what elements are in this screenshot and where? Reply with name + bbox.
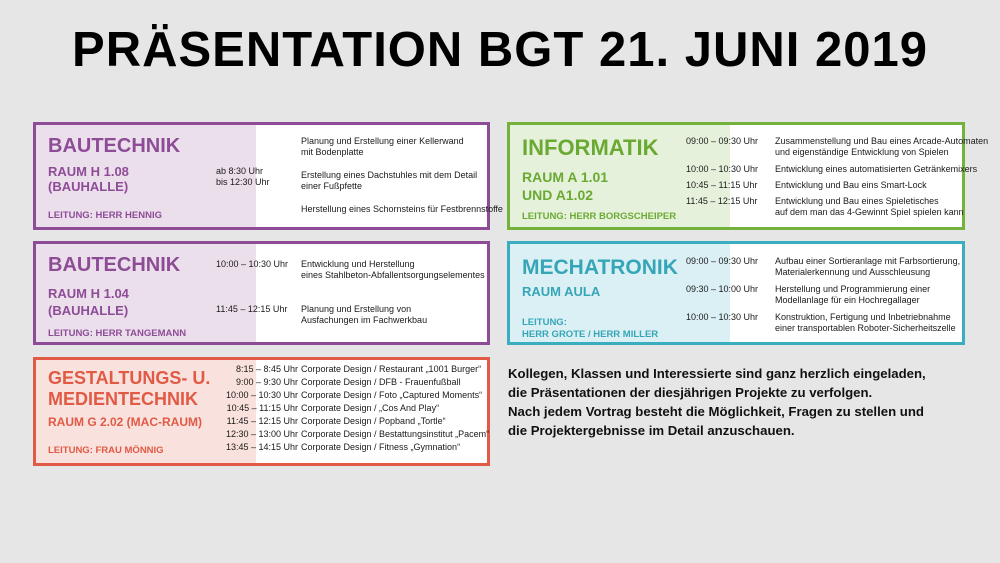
project-line: und eigenständige Entwicklung von Spielen bbox=[775, 147, 949, 157]
time-label: 09:30 – 10:00 Uhr bbox=[686, 284, 759, 294]
project-line: Entwicklung eines automatisierten Getränkemixers bbox=[775, 164, 978, 174]
project-line: Herstellung und Programmierung einer bbox=[775, 284, 931, 294]
project-line: Corporate Design / Popband „Tortle“ bbox=[301, 416, 446, 426]
project-line: Herstellung eines Schornsteins für Festbrennstoffe bbox=[301, 204, 503, 214]
section-heading: MECHATRONIK bbox=[522, 256, 678, 279]
time-label: bis 12:30 Uhr bbox=[216, 177, 270, 187]
section-heading: BAUTECHNIK bbox=[48, 254, 181, 276]
leader-names: HERR GROTE / HERR MILLER bbox=[522, 329, 659, 340]
room-label: RAUM AULA bbox=[522, 284, 601, 299]
project-line: Erstellung eines Dachstuhles mit dem Detail bbox=[301, 170, 478, 180]
invitation-text bbox=[508, 364, 978, 440]
time-label: 10:00 – 10:30 Uhr bbox=[686, 164, 759, 174]
section-heading: INFORMATIK bbox=[522, 135, 659, 160]
room-label: RAUM G 2.02 (MAC-RAUM) bbox=[48, 415, 202, 429]
project-line: Konstruktion, Fertigung und Inbetriebnahme bbox=[775, 312, 951, 322]
section-heading-2: MEDIENTECHNIK bbox=[48, 389, 199, 409]
project-line: einer Fußpfette bbox=[301, 181, 363, 191]
time-label: 10:00 – 10:30 Uhr bbox=[216, 259, 289, 269]
time-label: 10:00 – 10:30 Uhr bbox=[225, 390, 298, 400]
project-line: auf dem man das 4-Gewinnt Spiel spielen kann bbox=[775, 207, 964, 217]
time-label: 9:00 – 9:30 Uhr bbox=[235, 377, 298, 387]
project-line: Corporate Design / Foto „Captured Moments“ bbox=[301, 390, 483, 400]
time-label: 11:45 – 12:15 Uhr bbox=[686, 196, 758, 206]
project-line: Entwicklung und Herstellung bbox=[301, 259, 415, 269]
leader-label: LEITUNG: HERR BORGSCHEIPER bbox=[522, 211, 677, 222]
time-label: 10:45 – 11:15 Uhr bbox=[226, 403, 298, 413]
section-gestaltung-medientechnik bbox=[33, 357, 490, 466]
leader-label: LEITUNG: HERR HENNIG bbox=[48, 210, 162, 221]
section-heading: BAUTECHNIK bbox=[48, 135, 181, 157]
project-line: einer transportablen Roboter-Sicherheitszelle bbox=[775, 323, 956, 333]
project-line: Ausfachungen im Fachwerkbau bbox=[301, 315, 428, 325]
room-label-2: (BAUHALLE) bbox=[48, 179, 129, 194]
project-line: Modellanlage für ein Hochregallager bbox=[775, 295, 920, 305]
leader-label: LEITUNG: HERR TANGEMANN bbox=[48, 328, 187, 339]
project-line: Corporate Design / Restaurant „1001 Burger“ bbox=[301, 364, 482, 374]
section-bautechnik-h108 bbox=[33, 122, 503, 230]
time-label: 12:30 – 13:00 Uhr bbox=[225, 429, 298, 439]
invitation-line: Kollegen, Klassen und Interessierte sind ganz herzlich eingeladen, bbox=[508, 366, 926, 381]
time-label: ab 8:30 Uhr bbox=[216, 166, 264, 176]
time-label: 13:45 – 14:15 Uhr bbox=[225, 442, 298, 452]
project-line: Planung und Erstellung von bbox=[301, 304, 412, 314]
project-line: mit Bodenplatte bbox=[301, 147, 364, 157]
project-line: eines Stahlbeton-Abfallentsorgungselementes bbox=[301, 270, 485, 280]
time-label: 10:00 – 10:30 Uhr bbox=[686, 312, 759, 322]
section-heading: GESTALTUNGS- U. bbox=[48, 368, 211, 388]
project-line: Corporate Design / Bestattungsinstitut „Pacem“ bbox=[301, 429, 490, 439]
project-line: Aufbau einer Sortieranlage mit Farbsortierung, bbox=[775, 256, 961, 266]
room-label: RAUM H 1.08 bbox=[48, 164, 129, 179]
leader-label: LEITUNG: bbox=[522, 317, 567, 328]
project-line: Planung und Erstellung einer Kellerwand bbox=[301, 136, 464, 146]
project-line: Corporate Design / „Cos And Play“ bbox=[301, 403, 440, 413]
room-label-2: (BAUHALLE) bbox=[48, 303, 129, 318]
room-label: RAUM H 1.04 bbox=[48, 286, 129, 301]
leader-label: LEITUNG: FRAU MÖNNIG bbox=[48, 445, 164, 456]
time-label: 11:45 – 12:15 Uhr bbox=[216, 304, 288, 314]
room-label: RAUM A 1.01 bbox=[522, 169, 609, 185]
section-bautechnik-h104 bbox=[33, 241, 490, 345]
room-label-2: UND A1.02 bbox=[522, 187, 594, 203]
section-mechatronik bbox=[507, 241, 965, 345]
time-label: 09:00 – 09:30 Uhr bbox=[686, 136, 759, 146]
project-line: Zusammenstellung und Bau eines Arcade-Automaten bbox=[775, 136, 989, 146]
project-line: Materialerkennung und Ausschleusung bbox=[775, 267, 931, 277]
time-label: 11:45 – 12:15 Uhr bbox=[226, 416, 298, 426]
project-line: Corporate Design / Fitness „Gymnation“ bbox=[301, 442, 461, 452]
time-label: 10:45 – 11:15 Uhr bbox=[686, 180, 758, 190]
time-label: 09:00 – 09:30 Uhr bbox=[686, 256, 759, 266]
project-line: Corporate Design / DFB - Frauenfußball bbox=[301, 377, 461, 387]
time-label: 8:15 – 8:45 Uhr bbox=[235, 364, 298, 374]
invitation-line: die Projektergebnisse im Detail anzuschauen. bbox=[508, 423, 795, 438]
section-informatik bbox=[507, 122, 989, 230]
project-line: Entwicklung und Bau eines Spieletisches bbox=[775, 196, 939, 206]
project-line: Entwicklung und Bau eins Smart-Lock bbox=[775, 180, 927, 190]
invitation-line: Nach jedem Vortrag besteht die Möglichkeit, Fragen zu stellen und bbox=[508, 404, 924, 419]
page-title: PRÄSENTATION BGT 21. JUNI 2019 bbox=[72, 23, 928, 77]
invitation-line: die Präsentationen der diesjährigen Projekte zu verfolgen. bbox=[508, 385, 873, 400]
